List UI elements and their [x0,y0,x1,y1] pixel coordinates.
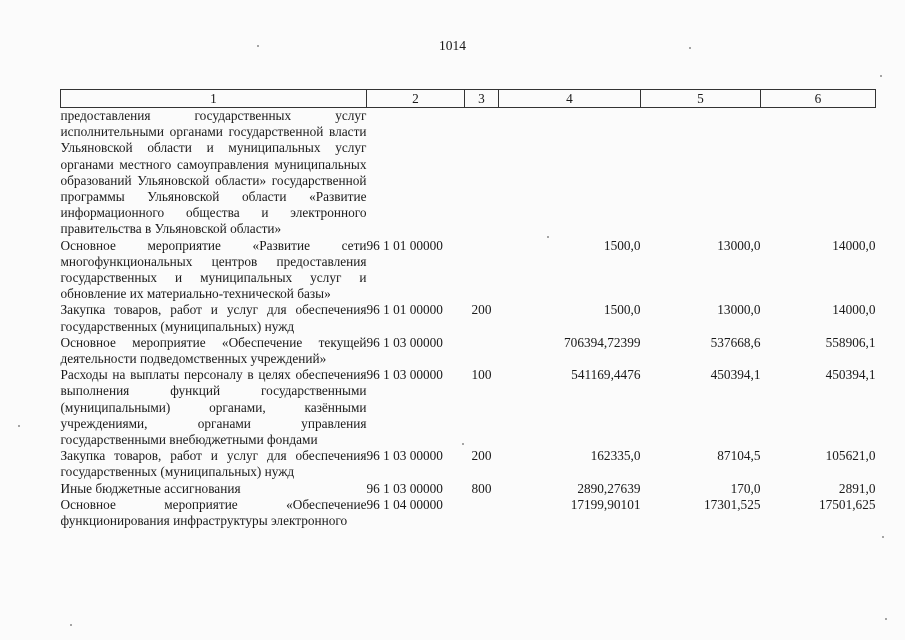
header-row [61,90,876,108]
row-value-col4: 2890,27639 [577,480,641,496]
row-value-col4: 1500,0 [603,302,641,318]
table-row [61,335,876,367]
row-expense-type [465,108,499,238]
row-name: Иные бюджетные ассигнования [60,480,241,496]
row-value-col6: 14000,0 [832,237,876,253]
row-value-col5: 13000,0 [717,302,761,318]
row-name: предоставления государственных услуг исполнительными органами государственной власти Ульяновской области и муниципальных услуг органами местного самоуправления муниципальных образований Ульяновской области» государственной программы Ульяновской области «Развитие информационного общества и электронного правительства в Ульяновской области» [60,108,367,237]
row-code: 96 1 03 00000 [366,334,443,350]
row-expense-type: 200 [471,448,492,464]
row-value-col4: 541169,4476 [571,367,641,383]
row-value-col5: 17301,525 [703,496,761,512]
row-value-col4 [499,108,641,238]
row-expense-type: 200 [471,302,492,318]
row-expense-type [465,335,499,367]
row-value-col4: 162335,0 [590,448,641,464]
table-row [61,448,876,480]
page-number: 1014 [439,38,466,53]
row-value-col6 [761,108,876,238]
row-expense-type: 100 [471,367,492,383]
row-value-col5: 170,0 [730,480,761,496]
table-row [61,302,876,334]
row-value-col6: 14000,0 [832,302,876,318]
scan-speck [70,624,72,626]
row-value-col5: 13000,0 [717,237,761,253]
row-value-col6: 105621,0 [825,448,876,464]
header-col-2: 2 [367,90,465,108]
table-row [61,481,876,497]
row-code: 96 1 03 00000 [366,367,443,383]
row-code: 96 1 03 00000 [366,448,443,464]
budget-table [60,89,876,529]
row-name: Закупка товаров, работ и услуг для обеспечения государственных (муниципальных) нужд [60,302,367,334]
table-row [61,497,876,529]
scan-speck [462,443,464,445]
row-expense-type [465,497,499,529]
row-value-col6: 17501,625 [818,496,876,512]
header-col-3: 3 [465,90,499,108]
scan-speck [882,536,884,538]
row-value-col5 [641,108,761,238]
row-value-col5: 537668,6 [710,334,761,350]
header-col-1: 1 [61,90,367,108]
row-name: Основное мероприятие «Развитие сети многофункциональных центров предоставления государственных и муниципальных услуг и обновление их материально-технической базы» [60,237,367,302]
row-value-col5: 87104,5 [717,448,761,464]
header-col-5: 5 [641,90,761,108]
header-col-4: 4 [499,90,641,108]
scan-speck [689,47,691,49]
row-code [367,108,465,238]
row-name: Закупка товаров, работ и услуг для обеспечения государственных (муниципальных) нужд [60,448,367,480]
table-row [61,238,876,303]
row-expense-type: 800 [471,480,492,496]
row-code: 96 1 01 00000 [366,237,443,253]
row-value-col4: 706394,72399 [564,334,641,350]
row-value-col6: 450394,1 [825,367,876,383]
row-code: 96 1 03 00000 [366,480,443,496]
row-value-col6: 2891,0 [838,480,876,496]
row-expense-type [465,238,499,303]
scan-speck [880,75,882,77]
row-value-col5: 450394,1 [710,367,761,383]
row-code: 96 1 01 00000 [366,302,443,318]
scan-speck [257,45,259,47]
table-row [61,367,876,448]
row-name: Основное мероприятие «Обеспечение текущей деятельности подведомственных учреждений» [60,334,367,367]
row-name: Расходы на выплаты персоналу в целях обеспечения выполнения функций государственными (муниципальными) органами, казёнными учреждениями, органами управления государственными внебюджетными фондами [60,367,367,448]
row-name: Основное мероприятие «Обеспечение функционирования инфраструктуры электронного [60,496,367,529]
header-col-6: 6 [761,90,876,108]
scan-speck [18,425,20,427]
scan-speck [547,236,549,238]
row-value-col4: 17199,90101 [570,496,641,512]
scan-speck [885,618,887,620]
table-row [61,108,876,238]
row-code: 96 1 04 00000 [366,496,443,512]
row-value-col6: 558906,1 [825,334,876,350]
row-value-col4: 1500,0 [603,237,641,253]
